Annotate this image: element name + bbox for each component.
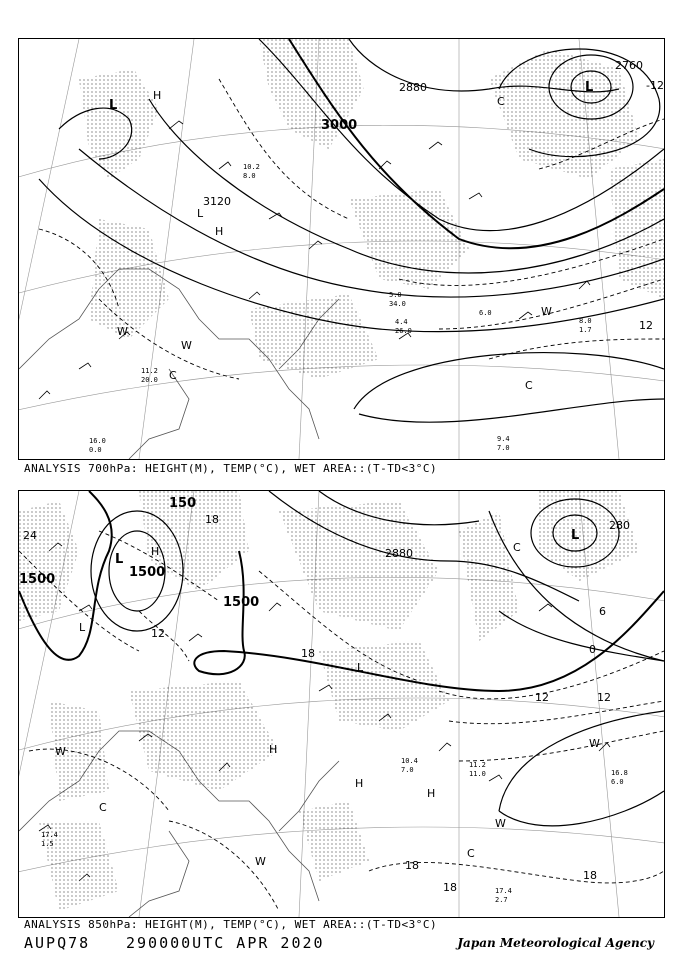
height-label-280: 280 xyxy=(609,519,630,532)
isotherm-label: 18 xyxy=(301,647,315,660)
station-value: 6.0 xyxy=(611,778,624,786)
station-value: 11.0 xyxy=(469,770,486,778)
isotherm-label: -12 xyxy=(646,79,664,92)
cold-center-label: C xyxy=(497,95,505,108)
cold-center-label: C xyxy=(467,847,475,860)
station-value: 0.0 xyxy=(89,446,102,454)
caption-850hpa: ANALYSIS 850hPa: HEIGHT(M), TEMP(°C), WET AREA::(T-TD<3°C) xyxy=(24,918,438,931)
station-value: 17.4 xyxy=(41,831,58,839)
chart-id: AUPQ78 xyxy=(24,934,91,952)
isotherm-label: 24 xyxy=(23,529,37,542)
low-center-label: L xyxy=(197,207,204,220)
height-label-2760: 2760 xyxy=(615,59,643,72)
high-center-label: H xyxy=(153,89,162,102)
warm-center-label: W xyxy=(55,745,66,758)
height-label-3000: 3000 xyxy=(321,118,358,133)
high-center-label: H xyxy=(355,777,364,790)
height-label-150: 150 xyxy=(169,496,197,511)
isotherm-label: 6 xyxy=(599,605,606,618)
warm-center-label: W xyxy=(117,325,128,338)
station-value: 1.5 xyxy=(41,840,54,848)
low-center-label: L xyxy=(357,661,364,674)
caption-700hpa: ANALYSIS 700hPa: HEIGHT(M), TEMP(°C), WET AREA::(T-TD<3°C) xyxy=(24,462,438,475)
low-center-label: L xyxy=(571,528,580,543)
isotherm-label: 12 xyxy=(535,691,549,704)
station-value: 2.7 xyxy=(495,896,508,904)
isotherm-label: 12 xyxy=(597,691,611,704)
isotherm-label: 18 xyxy=(205,513,219,526)
map-850hpa-canvas xyxy=(19,491,664,917)
station-value: 7.0 xyxy=(401,766,414,774)
cold-center-label: C xyxy=(169,369,177,382)
height-label-1500: 1500 xyxy=(19,572,56,587)
station-value: 17.4 xyxy=(495,887,512,895)
map-700hpa-canvas xyxy=(19,39,664,459)
height-label-1500: 1500 xyxy=(129,565,166,580)
cold-center-label: C xyxy=(525,379,533,392)
high-center-label: H xyxy=(427,787,436,800)
station-value: 16.0 xyxy=(89,437,106,445)
isotherm-label: 12 xyxy=(639,319,653,332)
height-label-3120: 3120 xyxy=(203,195,231,208)
agency-credit: Japan Meteorological Agency xyxy=(457,936,654,950)
station-value: 34.0 xyxy=(389,300,406,308)
warm-center-label: W xyxy=(255,855,266,868)
station-value: 9.4 xyxy=(497,435,510,443)
isotherm-label: 18 xyxy=(405,859,419,872)
map-panel-700hpa xyxy=(18,38,665,460)
cold-center-label: C xyxy=(513,541,521,554)
station-value: 6.0 xyxy=(479,309,492,317)
high-center-label: H xyxy=(151,545,160,558)
warm-center-label: W xyxy=(589,737,600,750)
warm-center-label: W xyxy=(541,305,552,318)
map-panel-850hpa xyxy=(18,490,665,918)
low-center-label: L xyxy=(109,98,118,113)
low-center-label: L xyxy=(115,552,124,567)
station-value: 8.0 xyxy=(579,317,592,325)
isotherm-label: 18 xyxy=(583,869,597,882)
isotherm-label: 18 xyxy=(443,881,457,894)
station-value: 20.0 xyxy=(141,376,158,384)
warm-center-label: W xyxy=(495,817,506,830)
station-value: 4.4 xyxy=(395,318,408,326)
high-center-label: H xyxy=(269,743,278,756)
high-center-label: H xyxy=(215,225,224,238)
height-label-2880: 2880 xyxy=(399,81,427,94)
low-center-label: L xyxy=(79,621,86,634)
station-value: 7.0 xyxy=(497,444,510,452)
height-label-2880: 2880 xyxy=(385,547,413,560)
station-value: 16.8 xyxy=(611,769,628,777)
low-center-label: L xyxy=(585,80,594,95)
station-value: 10.4 xyxy=(401,757,418,765)
station-value: 8.0 xyxy=(243,172,256,180)
isotherm-label: 12 xyxy=(151,627,165,640)
isotherm-label: 0 xyxy=(589,643,596,656)
station-value: 26.0 xyxy=(395,327,412,335)
valid-time: 290000UTC APR 2020 xyxy=(126,934,325,952)
station-value: 1.7 xyxy=(579,326,592,334)
cold-center-label: C xyxy=(99,801,107,814)
station-value: 10.2 xyxy=(243,163,260,171)
station-value: 11.2 xyxy=(141,367,158,375)
station-value: 11.2 xyxy=(469,761,486,769)
station-value: 5.0 xyxy=(389,291,402,299)
warm-center-label: W xyxy=(181,339,192,352)
height-label-1500: 1500 xyxy=(223,595,260,610)
